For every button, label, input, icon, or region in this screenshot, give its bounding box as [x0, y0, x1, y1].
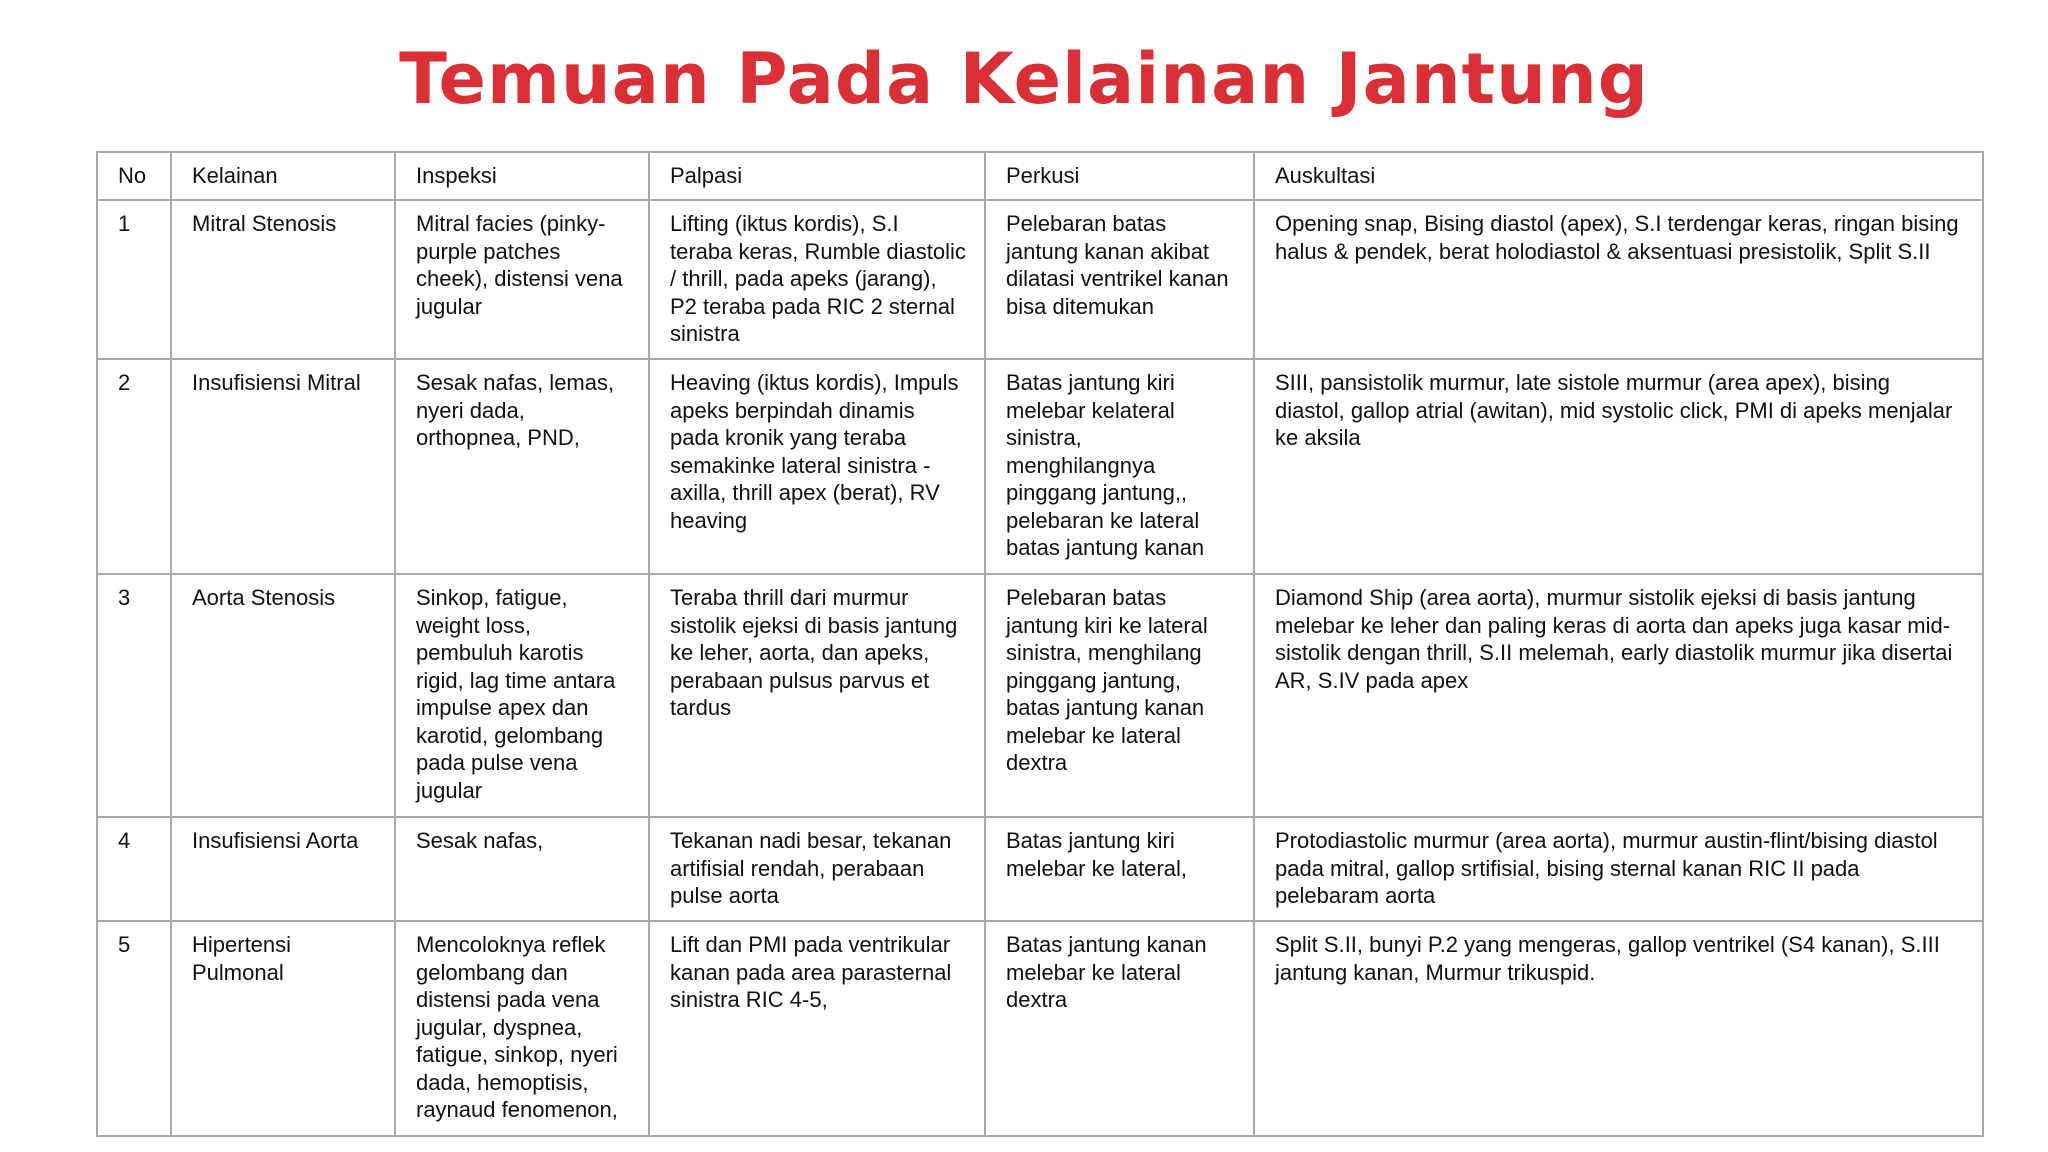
table-row: [97, 359, 1983, 574]
table-row: [97, 921, 1983, 1136]
cell-palpasi: Heaving (iktus kordis), Impuls apeks berpindah dinamis pada kronik yang teraba semakinke lateral sinistra -axilla, thrill apex (berat), RV heaving: [649, 359, 985, 574]
cell-auskultasi: Opening snap, Bising diastol (apex), S.I terdengar keras, ringan bising halus & pendek, berat holodiastol & aksentuasi presistolik, Split S.II: [1254, 200, 1983, 359]
cell-perkusi: Pelebaran batas jantung kanan akibat dilatasi ventrikel kanan bisa ditemukan: [985, 200, 1254, 359]
cell-kelainan: Hipertensi Pulmonal: [171, 921, 395, 1136]
cell-kelainan: Insufisiensi Mitral: [171, 359, 395, 574]
cell-inspeksi: Mitral facies (pinky-purple patches cheek), distensi vena jugular: [395, 200, 649, 359]
table-header-row: [97, 152, 1983, 200]
cell-no: 3: [97, 574, 171, 817]
cell-palpasi: Tekanan nadi besar, tekanan artifisial rendah, perabaan pulse aorta: [649, 817, 985, 921]
cell-no: 4: [97, 817, 171, 921]
cell-palpasi: Lifting (iktus kordis), S.I teraba keras, Rumble diastolic / thrill, pada apeks (jarang), P2 teraba pada RIC 2 sternal sinistra: [649, 200, 985, 359]
cell-palpasi: Lift dan PMI pada ventrikular kanan pada area parasternal sinistra RIC 4-5,: [649, 921, 985, 1136]
findings-table: [96, 151, 1984, 1137]
header-no: No: [97, 152, 171, 200]
cell-auskultasi: SIII, pansistolik murmur, late sistole murmur (area apex), bising diastol, gallop atrial (awitan), mid systolic click, PMI di apeks menjalar ke aksila: [1254, 359, 1983, 574]
header-kelainan: Kelainan: [171, 152, 395, 200]
table-row: [97, 817, 1983, 921]
cell-palpasi: Teraba thrill dari murmur sistolik ejeksi di basis jantung ke leher, aorta, dan apeks, perabaan pulsus parvus et tardus: [649, 574, 985, 817]
cell-perkusi: Batas jantung kanan melebar ke lateral dextra: [985, 921, 1254, 1136]
cell-kelainan: Mitral Stenosis: [171, 200, 395, 359]
table-row: [97, 200, 1983, 359]
cell-no: 5: [97, 921, 171, 1136]
table-row: [97, 574, 1983, 817]
header-auskultasi: Auskultasi: [1254, 152, 1983, 200]
cell-inspeksi: Mencoloknya reflek gelombang dan distensi pada vena jugular, dyspnea, fatigue, sinkop, nyeri dada, hemoptisis, raynaud fenomenon,: [395, 921, 649, 1136]
cell-auskultasi: Protodiastolic murmur (area aorta), murmur austin-flint/bising diastol pada mitral, gallop srtifisial, bising sternal kanan RIC II pada pelebaram aorta: [1254, 817, 1983, 921]
cell-no: 1: [97, 200, 171, 359]
header-palpasi: Palpasi: [649, 152, 985, 200]
header-inspeksi: Inspeksi: [395, 152, 649, 200]
cell-kelainan: Aorta Stenosis: [171, 574, 395, 817]
header-perkusi: Perkusi: [985, 152, 1254, 200]
page-title: Temuan Pada Kelainan Jantung: [399, 38, 1649, 120]
cell-perkusi: Pelebaran batas jantung kiri ke lateral sinistra, menghilang pinggang jantung, batas jantung kanan melebar ke lateral dextra: [985, 574, 1254, 817]
cell-auskultasi: Diamond Ship (area aorta), murmur sistolik ejeksi di basis jantung melebar ke leher dan paling keras di aorta dan apeks juga kasar mid-sistolik dengan thrill, S.II melemah, early diastolik murmur jika disertai AR, S.IV pada apex: [1254, 574, 1983, 817]
cell-inspeksi: Sesak nafas, lemas, nyeri dada, orthopnea, PND,: [395, 359, 649, 574]
cell-inspeksi: Sesak nafas,: [395, 817, 649, 921]
cell-perkusi: Batas jantung kiri melebar kelateral sinistra, menghilangnya pinggang jantung,, pelebaran ke lateral batas jantung kanan: [985, 359, 1254, 574]
cell-kelainan: Insufisiensi Aorta: [171, 817, 395, 921]
cell-no: 2: [97, 359, 171, 574]
cell-inspeksi: Sinkop, fatigue, weight loss, pembuluh karotis rigid, lag time antara impulse apex dan karotid, gelombang pada pulse vena jugular: [395, 574, 649, 817]
cell-auskultasi: Split S.II, bunyi P.2 yang mengeras, gallop ventrikel (S4 kanan), S.III jantung kanan, Murmur trikuspid.: [1254, 921, 1983, 1136]
cell-perkusi: Batas jantung kiri melebar ke lateral,: [985, 817, 1254, 921]
